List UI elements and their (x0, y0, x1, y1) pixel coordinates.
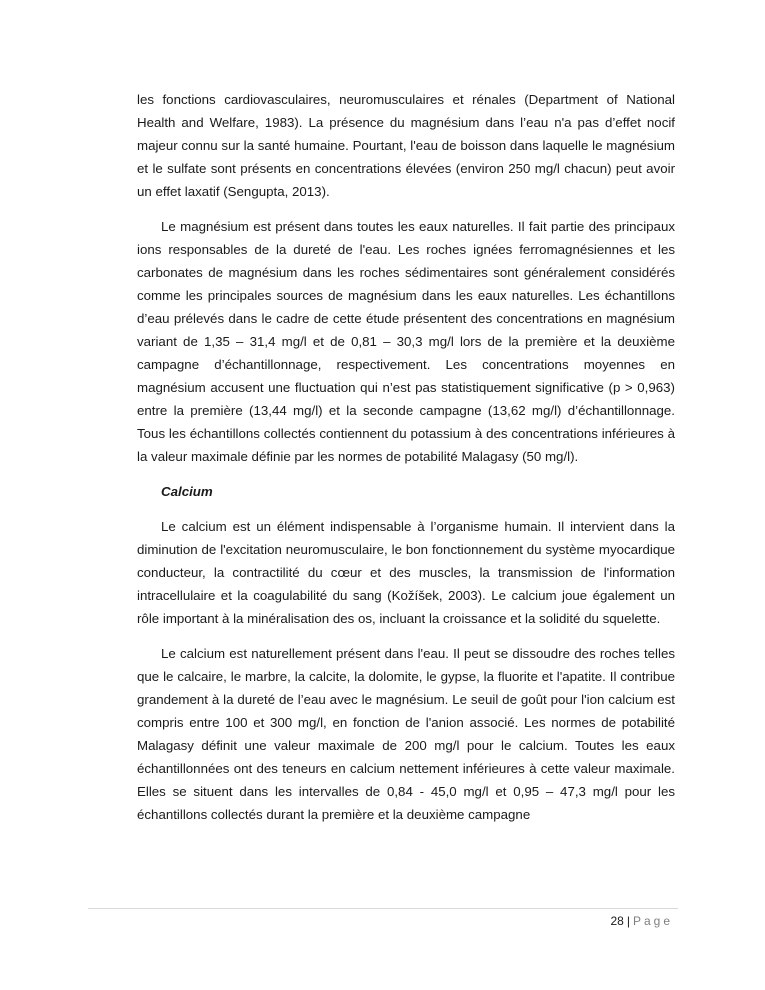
page-number: 28 (610, 914, 624, 928)
paragraph-magnesium-sources: Le magnésium est présent dans toutes les eaux naturelles. Il fait partie des principaux ions responsables de la dureté de l'eau. Les roches ignées ferromagnésiennes et les carbonates de magnésium dans les roches sédimentaires sont généralement considérés comme les principales sources de magnésium dans les eaux naturelles. Les échantillons d’eau prélevés dans le cadre de cette étude présentent des concentrations en magnésium variant de 1,35 – 31,4 mg/l et de 0,81 – 30,3 mg/l lors de la première et la deuxième campagne d’échantillonnage, respectivement. Les concentrations moyennes en magnésium accusent une fluctuation qui n’est pas statistiquement significative (p > 0,963) entre la première (13,44 mg/l) et la seconde campagne (13,62 mg/l) d’échantillonnage. Tous les échantillons collectés contiennent du potassium à des concentrations inférieures à la valeur maximale définie par les normes de potabilité Malagasy (50 mg/l). (137, 219, 675, 464)
paragraph-calcium-presence: Le calcium est naturellement présent dans l'eau. Il peut se dissoudre des roches telles que le calcaire, le marbre, la calcite, la dolomite, le gypse, la fluorite et l'apatite. Il contribue grandement à la dureté de l’eau avec le magnésium. Le seuil de goût pour l'ion calcium est compris entre 100 et 300 mg/l, en fonction de l'anion associé. Les normes de potabilité Malagasy définit une valeur maximale de 200 mg/l pour le calcium. Toutes les eaux échantillonnées ont des teneurs en calcium nettement inférieures à cette valeur maximale. Elles se situent dans les intervalles de 0,84 - 45,0 mg/l et 0,95 – 47,3 mg/l pour les échantillons collectés durant la première et la deuxième campagne (137, 646, 675, 822)
footer-divider (88, 908, 678, 909)
paragraph-magnesium-health: les fonctions cardiovasculaires, neuromusculaires et rénales (Department of National Health and Welfare, 1983). La présence du magnésium dans l’eau n'a pas d’effet nocif majeur connu sur la santé humaine. Pourtant, l'eau de boisson dans laquelle le magnésium et le sulfate sont présents en concentrations élevées (environ 250 mg/l chacun) peut avoir un effet laxatif (Sengupta, 2013). (137, 92, 675, 199)
page-body (137, 88, 675, 838)
section-heading-calcium: Calcium (161, 484, 213, 499)
page-footer (610, 913, 673, 929)
paragraph-calcium-role: Le calcium est un élément indispensable à l’organisme humain. Il intervient dans la diminution de l'excitation neuromusculaire, le bon fonctionnement du système myocardique conducteur, la contractilité du cœur et des muscles, la transmission de l'information intracellulaire et la coagulabilité du sang (Kožíšek, 2003). Le calcium joue également un rôle important à la minéralisation des os, incluant la croissance et la solidité du squelette. (137, 519, 675, 626)
footer-separator: | (626, 914, 630, 928)
page-label: Page (632, 914, 673, 928)
